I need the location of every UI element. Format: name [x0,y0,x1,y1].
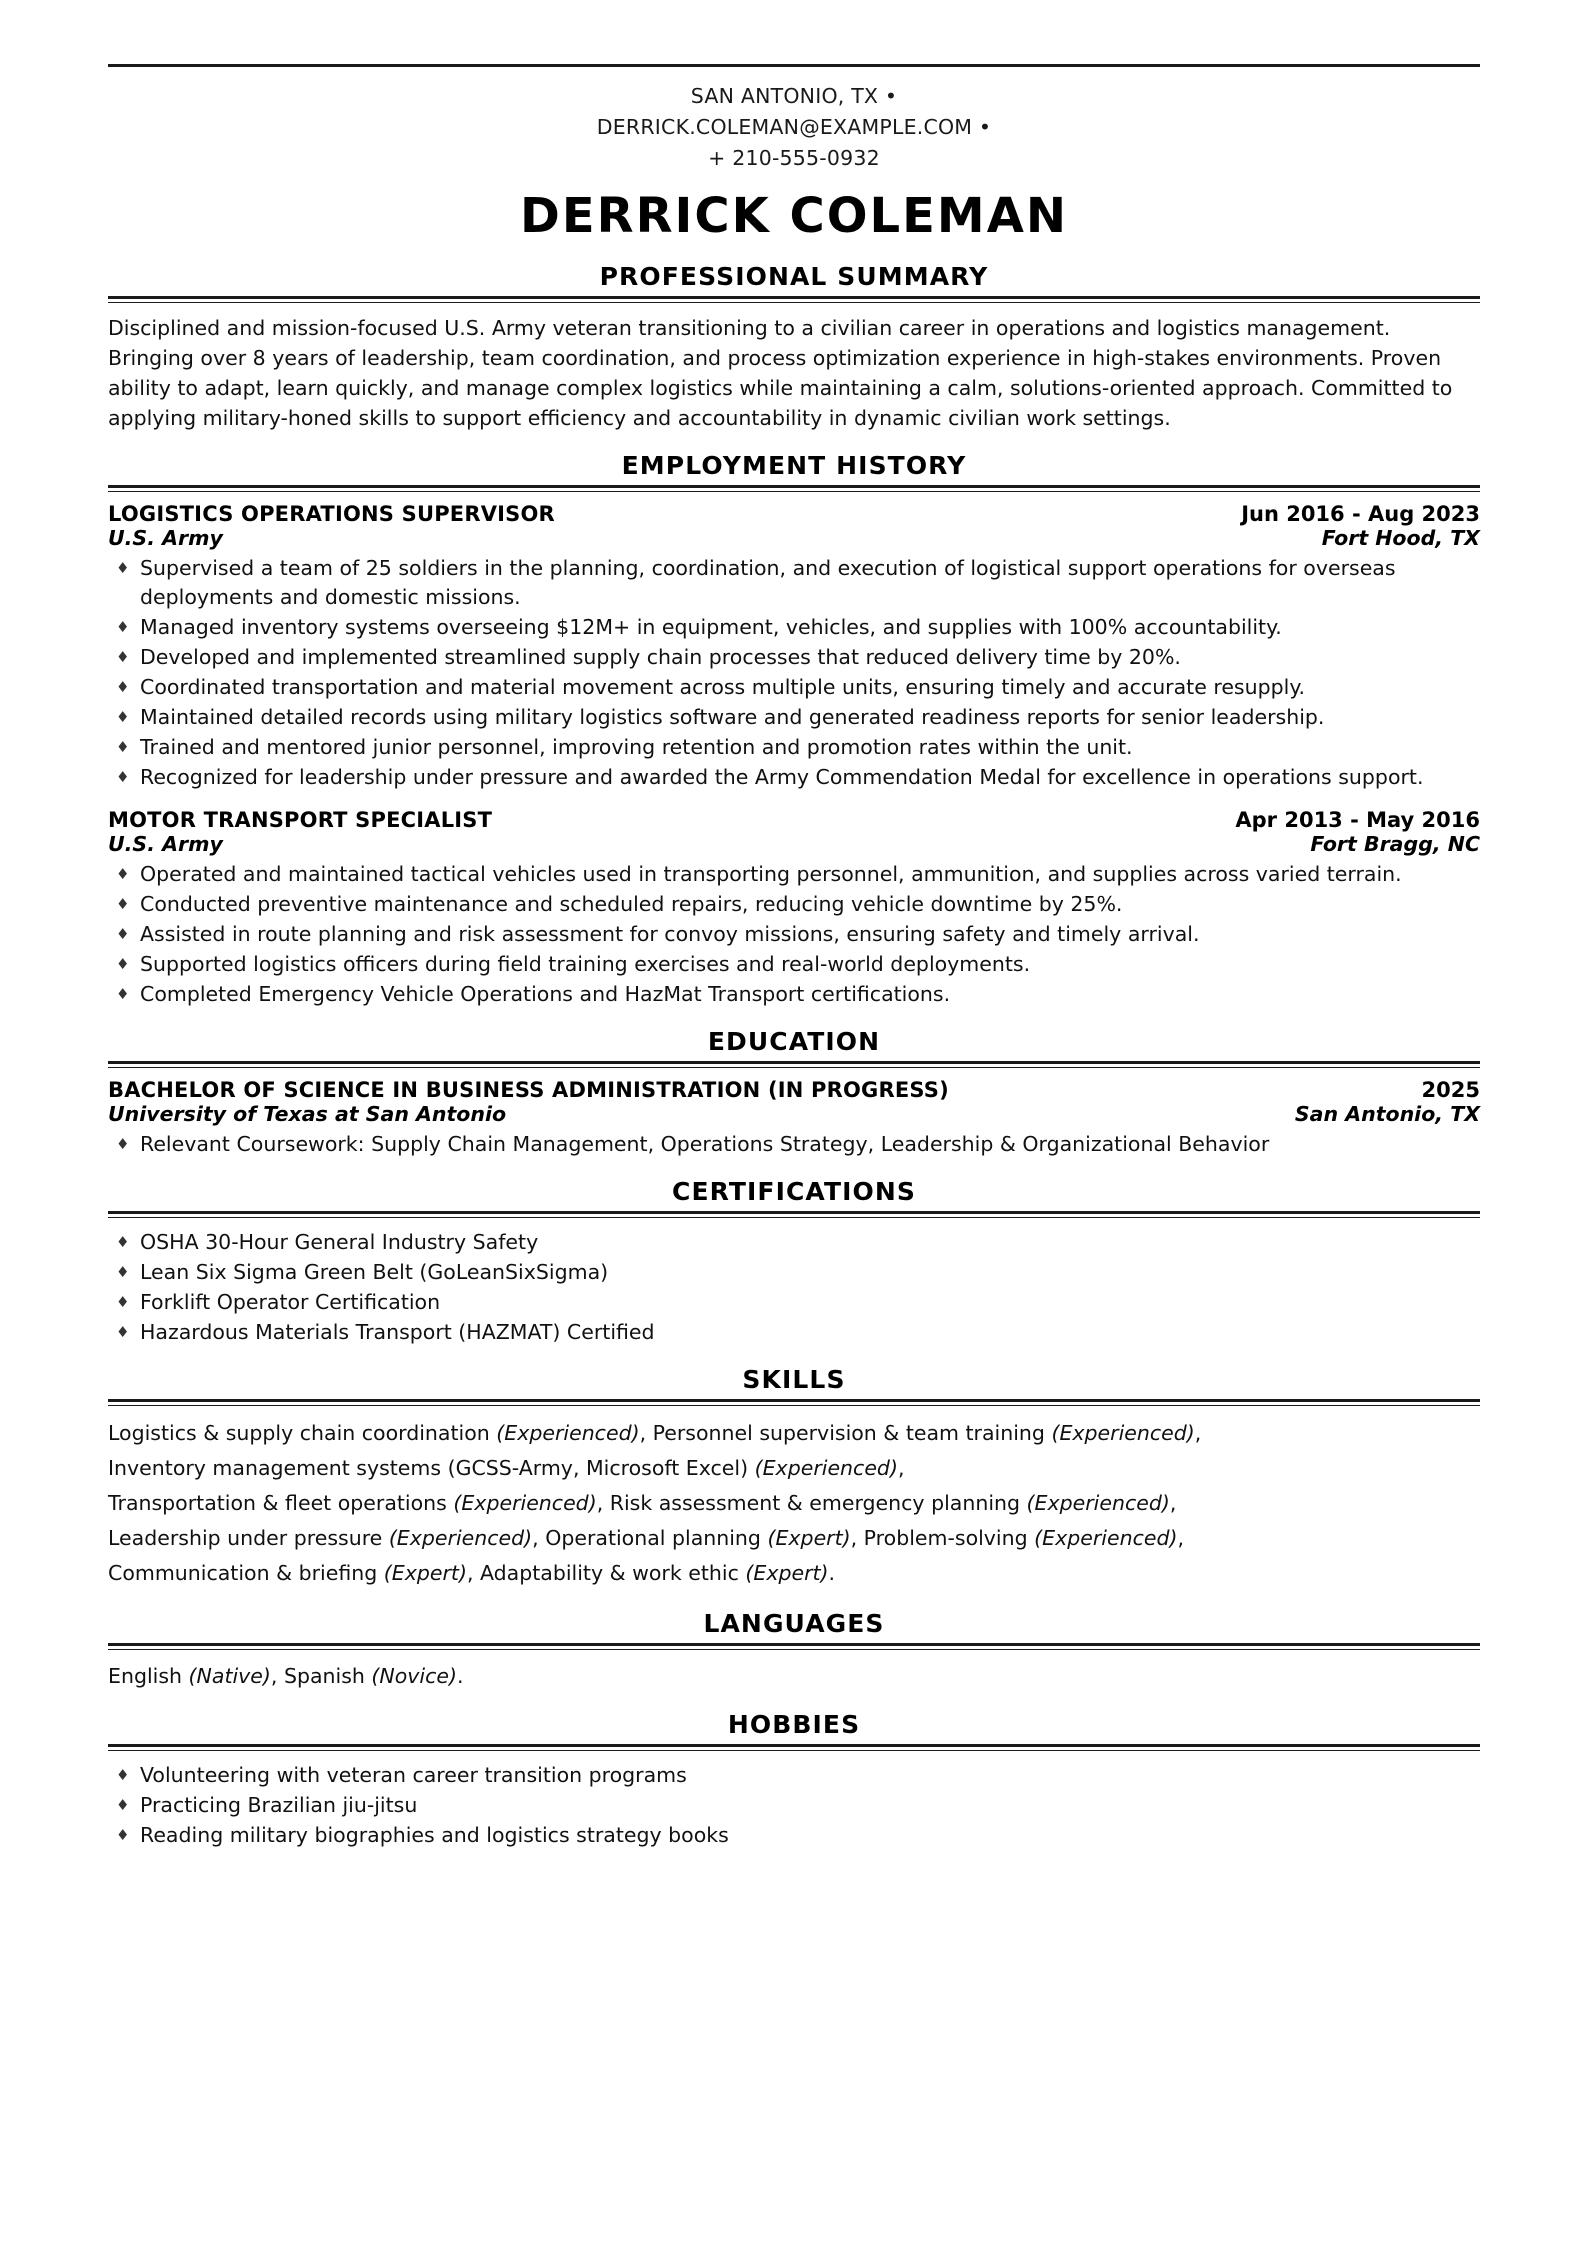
skills-line [108,1521,1480,1556]
list-item: ♦ Maintained detailed records using military logistics software and generated readiness reports for senior leadership. [108,703,1480,732]
skills-line [108,1416,1480,1451]
skill-name: , [1169,1491,1177,1515]
section-rule-employment [108,485,1480,492]
list-item: ♦ Developed and implemented streamlined supply chain processes that reduced delivery time by 20%. [108,643,1480,672]
employment-list [108,502,1480,1009]
job-bullets [108,554,1480,792]
skill-name: Inventory management systems (GCSS-Army, Microsoft Excel) [108,1456,755,1480]
skill-level: (Expert) [767,1526,851,1550]
education-entry [108,1078,1480,1159]
skill-name: Communication & briefing [108,1561,384,1585]
education-degree-row [108,1078,1480,1102]
contact-line-email: DERRICK.COLEMAN@EXAMPLE.COM • [596,115,992,139]
skill-name: , Adaptability & work ethic [466,1561,746,1585]
job-title: MOTOR TRANSPORT SPECIALIST [108,808,493,832]
hobbies-list [108,1761,1480,1850]
list-item: ♦ Reading military biographies and logistics strategy books [108,1821,1480,1850]
education-degree: BACHELOR OF SCIENCE IN BUSINESS ADMINISTRATION (IN PROGRESS) [108,1078,949,1102]
job-bullets [108,860,1480,1009]
skill-level: (Expert) [383,1561,467,1585]
language-level: (Novice) [371,1664,458,1688]
language-name: . [457,1664,464,1688]
education-school-row [108,1102,1480,1126]
skills-line [108,1556,1480,1591]
page-title: DERRICK COLEMAN [519,188,1069,244]
education-list [108,1078,1480,1159]
list-item: ♦ Supervised a team of 25 soldiers in the planning, coordination, and execution of logistical support operations for overseas deployments and domestic missions. [108,554,1480,612]
list-item: ♦ Recognized for leadership under pressure and awarded the Army Commendation Medal for excellence in operations support. [108,763,1480,792]
skill-level: (Experienced) [1051,1421,1195,1445]
contact-line-location: SAN ANTONIO, TX • [690,84,898,108]
skills-line [108,1486,1480,1521]
section-rule-skills [108,1399,1480,1406]
employment-entry [108,808,1480,1009]
employment-company-row [108,526,1480,550]
skill-level: (Experienced) [388,1526,533,1550]
section-heading-education: EDUCATION [707,1027,881,1056]
summary-text: Disciplined and mission-focused U.S. Army veteran transitioning to a civilian career in operations and logistics management. Bringing over 8 years of leadership, team coordination, and process optimization experience in high-stakes environments. Proven ability to adapt, learn quickly, and manage complex logistics while maintaining a calm, solutions-oriented approach. Committed to applying military-honed skills to support efficiency and accountability in dynamic civilian work settings. [108,316,1453,430]
education-location: San Antonio, TX [1294,1102,1480,1126]
language-name: English [108,1664,189,1688]
list-item: ♦ OSHA 30-Hour General Industry Safety [108,1228,1480,1257]
skill-name: Leadership under pressure [108,1526,389,1550]
skill-level: (Experienced) [754,1456,898,1480]
contact-block [108,81,1480,174]
employment-company-row [108,832,1480,856]
section-heading-languages: LANGUAGES [703,1609,885,1638]
section-heading-employment: EMPLOYMENT HISTORY [621,451,967,480]
skill-level: (Experienced) [1026,1491,1170,1515]
languages-line [108,1660,1480,1692]
skill-name: Logistics & supply chain coordination [108,1421,497,1445]
list-item: ♦ Completed Emergency Vehicle Operations and HazMat Transport certifications. [108,980,1480,1009]
skill-name: , [1194,1421,1202,1445]
skill-name: . [828,1561,836,1585]
list-item: ♦ Lean Six Sigma Green Belt (GoLeanSixSigma) [108,1258,1480,1287]
list-item: ♦ Forklift Operator Certification [108,1288,1480,1317]
list-item: ♦ Conducted preventive maintenance and scheduled repairs, reducing vehicle downtime by 25%. [108,890,1480,919]
section-heading-summary: PROFESSIONAL SUMMARY [599,262,989,291]
job-company: U.S. Army [108,832,223,856]
list-item: ♦ Operated and maintained tactical vehicles used in transporting personnel, ammunition, and supplies across varied terrain. [108,860,1480,889]
section-rule-certifications [108,1211,1480,1218]
list-item: ♦ Practicing Brazilian jiu-jitsu [108,1791,1480,1820]
job-company: U.S. Army [108,526,223,550]
employment-title-row [108,502,1480,526]
skills-line [108,1451,1480,1486]
education-date: 2025 [1421,1078,1480,1102]
list-item: ♦ Hazardous Materials Transport (HAZMAT) Certified [108,1318,1480,1347]
skill-name: , Problem-solving [850,1526,1035,1550]
job-date: Apr 2013 - May 2016 [1235,808,1480,832]
section-rule-education [108,1061,1480,1068]
list-item: ♦ Coordinated transportation and material movement across multiple units, ensuring timely and accurate resupply. [108,673,1480,702]
contact-line-phone: + 210-555-0932 [708,146,880,170]
list-item: ♦ Relevant Coursework: Supply Chain Management, Operations Strategy, Leadership & Organizational Behavior [108,1130,1480,1159]
skill-level: (Experienced) [453,1491,597,1515]
skill-level: (Expert) [745,1561,829,1585]
section-heading-certifications: CERTIFICATIONS [672,1177,916,1206]
job-location: Fort Bragg, NC [1310,832,1480,856]
job-title: LOGISTICS OPERATIONS SUPERVISOR [108,502,555,526]
job-location: Fort Hood, TX [1321,526,1480,550]
skill-name: , Personnel supervision & team training [639,1421,1052,1445]
section-heading-skills: SKILLS [742,1365,846,1394]
skill-name: Transportation & fleet operations [108,1491,454,1515]
list-item: ♦ Volunteering with veteran career transition programs [108,1761,1480,1790]
language-level: (Native) [188,1664,271,1688]
list-item: ♦ Trained and mentored junior personnel, improving retention and promotion rates within the unit. [108,733,1480,762]
skills-list [108,1416,1480,1591]
education-bullets [108,1130,1480,1159]
skill-name: , [897,1456,905,1480]
employment-entry [108,502,1480,792]
employment-title-row [108,808,1480,832]
list-item: ♦ Managed inventory systems overseeing $12M+ in equipment, vehicles, and supplies with 100% accountability. [108,613,1480,642]
skill-name: , Operational planning [532,1526,768,1550]
education-school: University of Texas at San Antonio [108,1102,507,1126]
section-rule-languages [108,1643,1480,1650]
skill-level: (Experienced) [1034,1526,1178,1550]
header-top-rule [108,64,1480,67]
skill-name: , Risk assessment & emergency planning [596,1491,1027,1515]
certifications-list [108,1228,1480,1347]
list-item: ♦ Supported logistics officers during field training exercises and real-world deployments. [108,950,1480,979]
language-name: , Spanish [270,1664,372,1688]
list-item: ♦ Assisted in route planning and risk assessment for convoy missions, ensuring safety and timely arrival. [108,920,1480,949]
section-rule-hobbies [108,1744,1480,1751]
section-rule-summary [108,296,1480,303]
section-heading-hobbies: HOBBIES [727,1710,861,1739]
skill-level: (Experienced) [496,1421,640,1445]
skill-name: , [1177,1526,1185,1550]
job-date: Jun 2016 - Aug 2023 [1241,502,1480,526]
